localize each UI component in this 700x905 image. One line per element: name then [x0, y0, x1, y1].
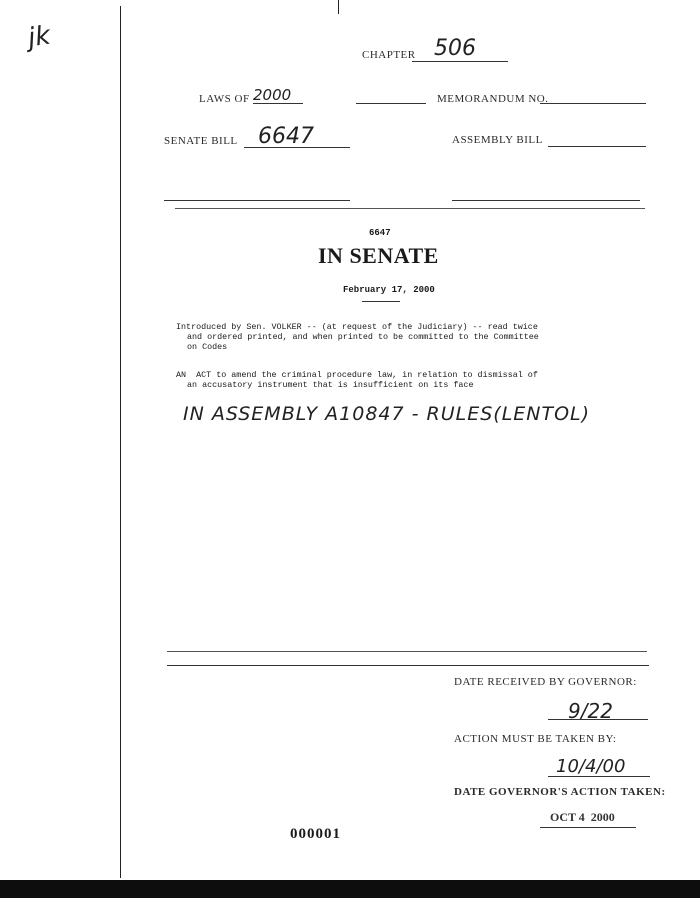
scan-edge-bar: [0, 880, 700, 898]
senate-bill-underline: [244, 147, 350, 148]
chapter-label: CHAPTER: [362, 49, 416, 61]
bottom-divider-2: [167, 665, 649, 666]
introduced-line-3: on Codes: [187, 342, 228, 352]
margin-initials: jk: [26, 20, 53, 54]
act-line-2: an accusatory instrument that is insufficient on its face: [187, 380, 474, 390]
senate-bill-label: SENATE BILL: [164, 135, 238, 147]
action-by-value: 10/4/00: [556, 756, 626, 777]
bill-date: February 17, 2000: [343, 285, 435, 295]
assembly-bill-underline: [548, 146, 646, 147]
laws-of-underline: [253, 103, 303, 104]
chamber-heading: IN SENATE: [318, 243, 439, 268]
memorandum-label: MEMORANDUM NO.: [437, 93, 549, 105]
left-border-line: [120, 6, 121, 878]
introduced-line-2: and ordered printed, and when printed to be committed to the Committee: [187, 332, 539, 342]
action-by-label: ACTION MUST BE TAKEN BY:: [454, 733, 617, 745]
laws-of-value: 2000: [253, 86, 292, 104]
action-by-underline: [548, 776, 650, 777]
chapter-value: 506: [434, 36, 476, 61]
action-taken-stamp: OCT 4 2000: [550, 810, 615, 824]
top-tick-mark: [338, 0, 339, 14]
action-taken-underline: [540, 827, 636, 828]
assembly-bill-label: ASSEMBLY BILL: [452, 134, 543, 146]
senate-bill-value: 6647: [258, 124, 314, 149]
memorandum-underline: [540, 103, 646, 104]
action-taken-label: DATE GOVERNOR'S ACTION TAKEN:: [454, 786, 666, 798]
laws-of-label: LAWS OF: [199, 93, 250, 105]
bill-number: 6647: [369, 228, 391, 238]
page-number: 000001: [290, 826, 341, 842]
date-received-underline: [548, 719, 648, 720]
bottom-divider-1: [167, 651, 647, 652]
blank-line-left: [164, 200, 350, 201]
blank-underline-mid: [356, 103, 426, 104]
date-received-value: 9/22: [568, 699, 613, 723]
assembly-handwritten-note: IN ASSEMBLY A10847 - RULES(LENTOL): [183, 403, 591, 425]
date-received-label: DATE RECEIVED BY GOVERNOR:: [454, 676, 637, 688]
introduced-line-1: Introduced by Sen. VOLKER -- (at request of the Judiciary) -- read twice: [176, 322, 538, 332]
act-line-1: AN ACT to amend the criminal procedure law, in relation to dismissal of: [176, 370, 538, 380]
date-underline: [362, 301, 400, 302]
blank-line-right: [452, 200, 640, 201]
chapter-underline: [412, 61, 508, 62]
divider-line: [175, 208, 645, 209]
